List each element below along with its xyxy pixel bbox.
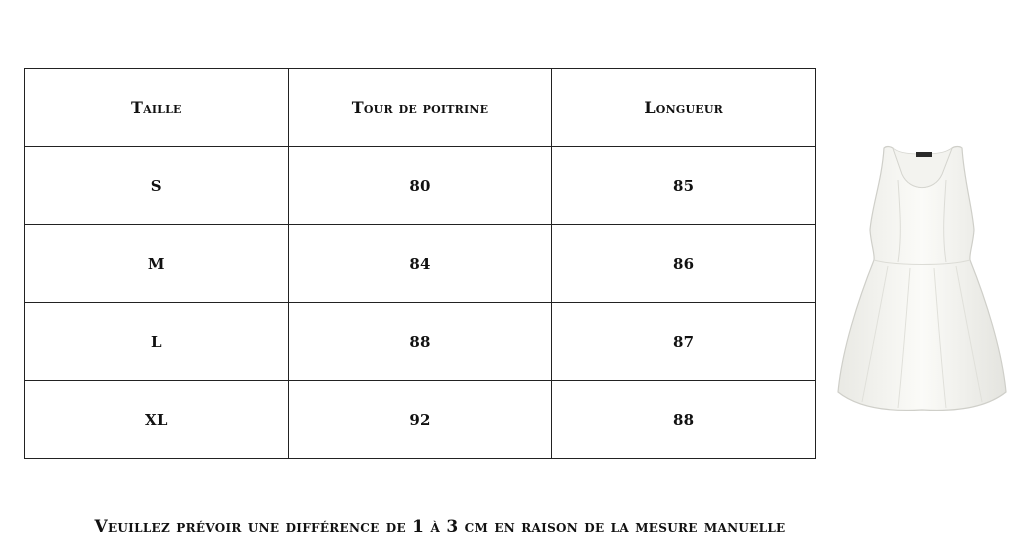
length-cell: 86 [552, 225, 816, 303]
chest-cell: 92 [288, 381, 552, 459]
dress-image [836, 140, 1008, 416]
length-cell: 88 [552, 381, 816, 459]
table-row [25, 147, 816, 225]
size-cell: M [25, 225, 289, 303]
table-row [25, 225, 816, 303]
header-longueur: Longueur [552, 69, 816, 147]
chest-cell: 88 [288, 303, 552, 381]
length-cell: 87 [552, 303, 816, 381]
measurement-note: Veuillez prévoir une différence de 1 à 3 cm en raison de la mesure manuelle [94, 517, 786, 537]
table-header-row [25, 69, 816, 147]
header-tour-de-poitrine: Tour de poitrine [288, 69, 552, 147]
size-cell: L [25, 303, 289, 381]
table-row [25, 303, 816, 381]
size-chart-table [24, 68, 816, 459]
header-taille: Taille [25, 69, 289, 147]
table-row [25, 381, 816, 459]
chest-cell: 84 [288, 225, 552, 303]
length-cell: 85 [552, 147, 816, 225]
chest-cell: 80 [288, 147, 552, 225]
size-cell: S [25, 147, 289, 225]
size-cell: XL [25, 381, 289, 459]
